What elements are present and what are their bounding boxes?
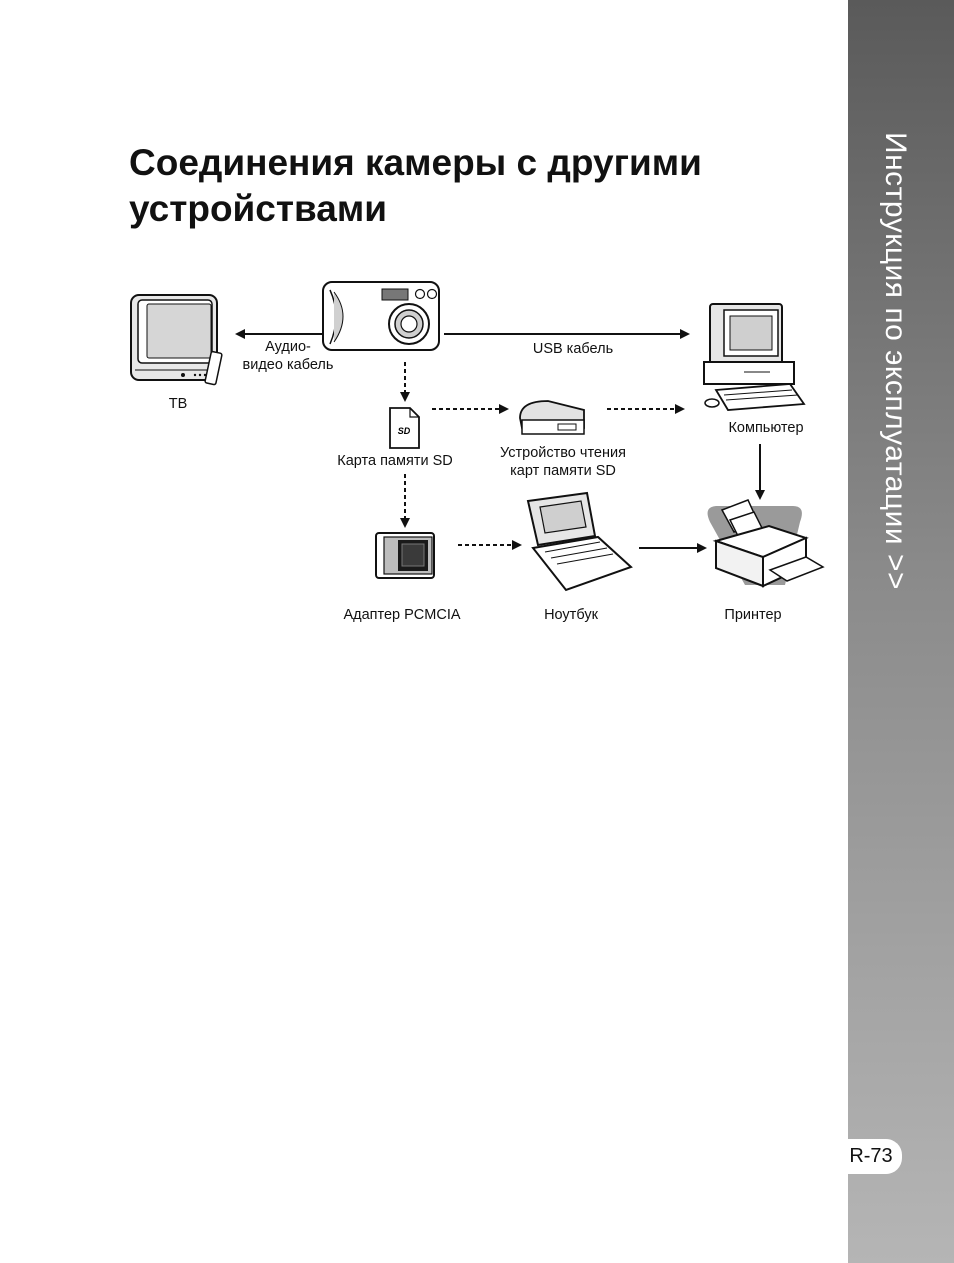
computer-icon	[704, 304, 804, 410]
svg-text:SD: SD	[397, 426, 411, 436]
sd-card-label: Карта памяти SD	[337, 453, 453, 469]
card-reader-label	[482, 444, 644, 480]
laptop-icon	[528, 493, 631, 590]
card-reader-label-line2: карт памяти SD	[510, 463, 616, 479]
card-reader-label-line1: Устройство чтения	[500, 445, 626, 461]
camera-icon	[323, 282, 439, 350]
usb-cable-label: USB кабель	[532, 341, 614, 357]
pcmcia-label: Адаптер PCMCIA	[343, 607, 461, 623]
av-cable-label	[236, 338, 340, 374]
page-number: R-73	[840, 1139, 902, 1174]
pcmcia-adapter-icon	[376, 533, 434, 578]
card-reader-icon	[520, 401, 584, 434]
av-cable-label-line2: видео кабель	[242, 357, 334, 373]
tv-icon	[131, 295, 222, 385]
page-title: Соединения камеры с другими устройствами	[129, 142, 702, 229]
laptop-label: Ноутбук	[544, 607, 598, 623]
computer-label: Компьютер	[728, 420, 804, 436]
av-cable-label-line1: Аудио-	[265, 339, 311, 355]
tv-label: ТВ	[168, 396, 188, 412]
sidebar-title: Инструкция по эксплуатации >>	[879, 132, 912, 590]
sd-card-icon	[390, 408, 419, 448]
printer-icon	[708, 500, 823, 586]
printer-label: Принтер	[724, 607, 782, 623]
